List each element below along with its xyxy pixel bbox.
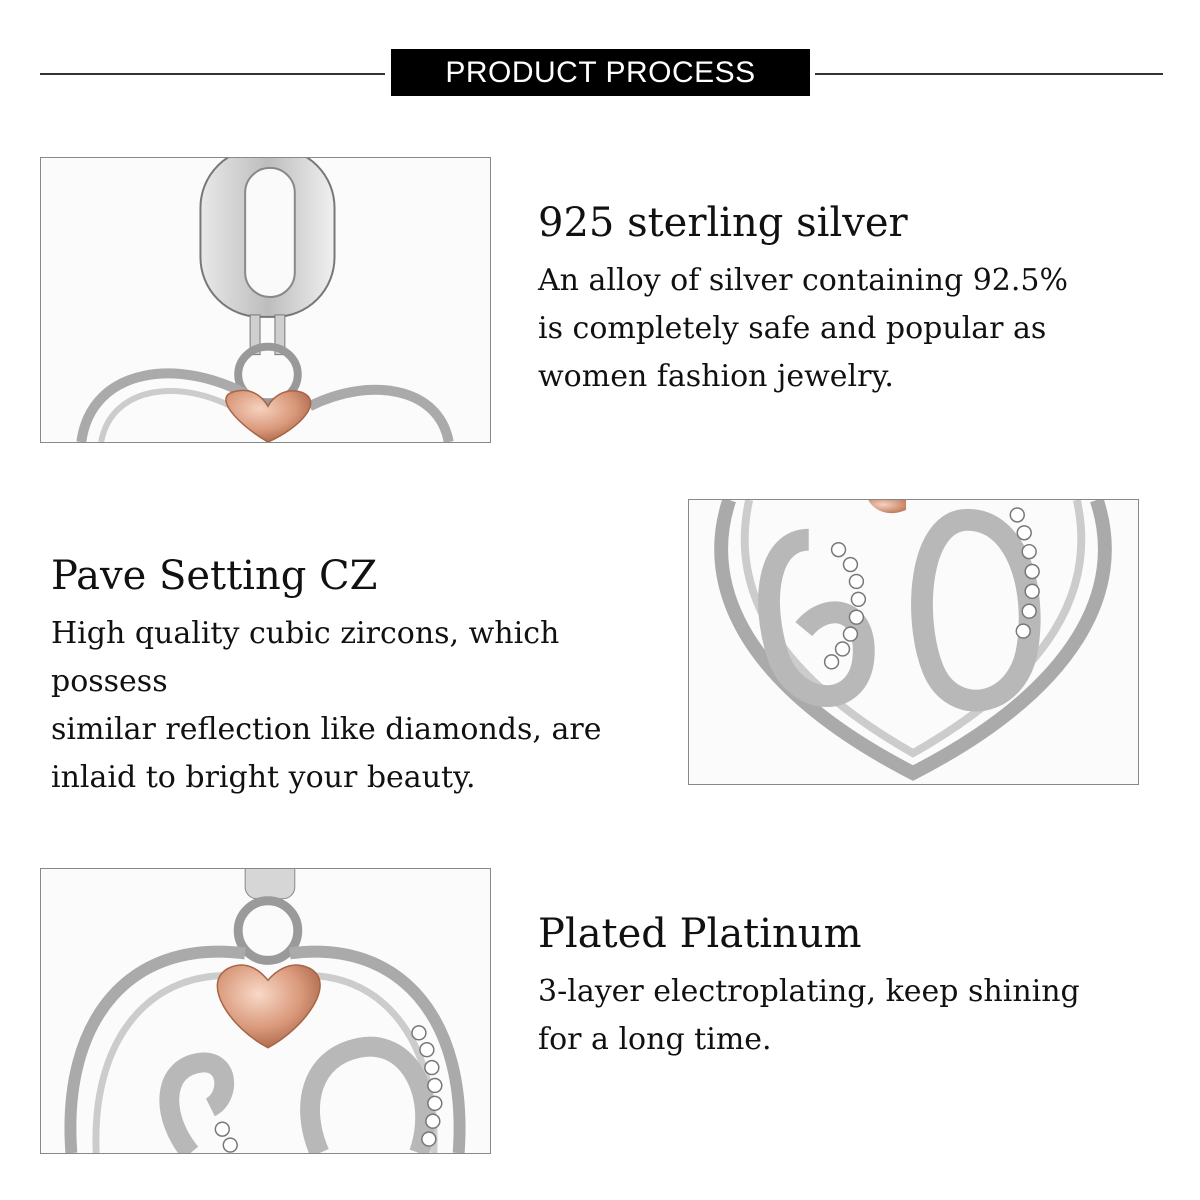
plated-charm-illustration [41,869,490,1153]
feature-description: High quality cubic zircons, which possess similar reflection like diamonds, are inlaid to bright your beauty. [51,616,602,795]
feature-sterling-silver [538,199,1138,401]
header-divider-left [40,73,385,75]
cz-pave-closeup-image [688,499,1139,785]
feature-pave-setting [51,552,671,802]
section-title-banner [391,49,810,96]
feature-description: An alloy of silver containing 92.5% is completely safe and popular as women fashion jewelry. [538,263,1069,394]
plated-charm-closeup-image [40,868,491,1154]
feature-title: Pave Setting CZ [51,553,378,599]
feature-plated-platinum [538,910,1138,1064]
feature-description: 3-layer electroplating, keep shining for a long time. [538,974,1080,1057]
charm-bail-illustration [41,158,490,442]
charm-bail-closeup-image [40,157,491,443]
feature-title: 925 sterling silver [538,200,908,246]
section-title: PRODUCT PROCESS [445,55,756,89]
feature-title: Plated Platinum [538,911,862,957]
header-divider-right [815,73,1163,75]
cz-pave-illustration [689,500,1138,784]
